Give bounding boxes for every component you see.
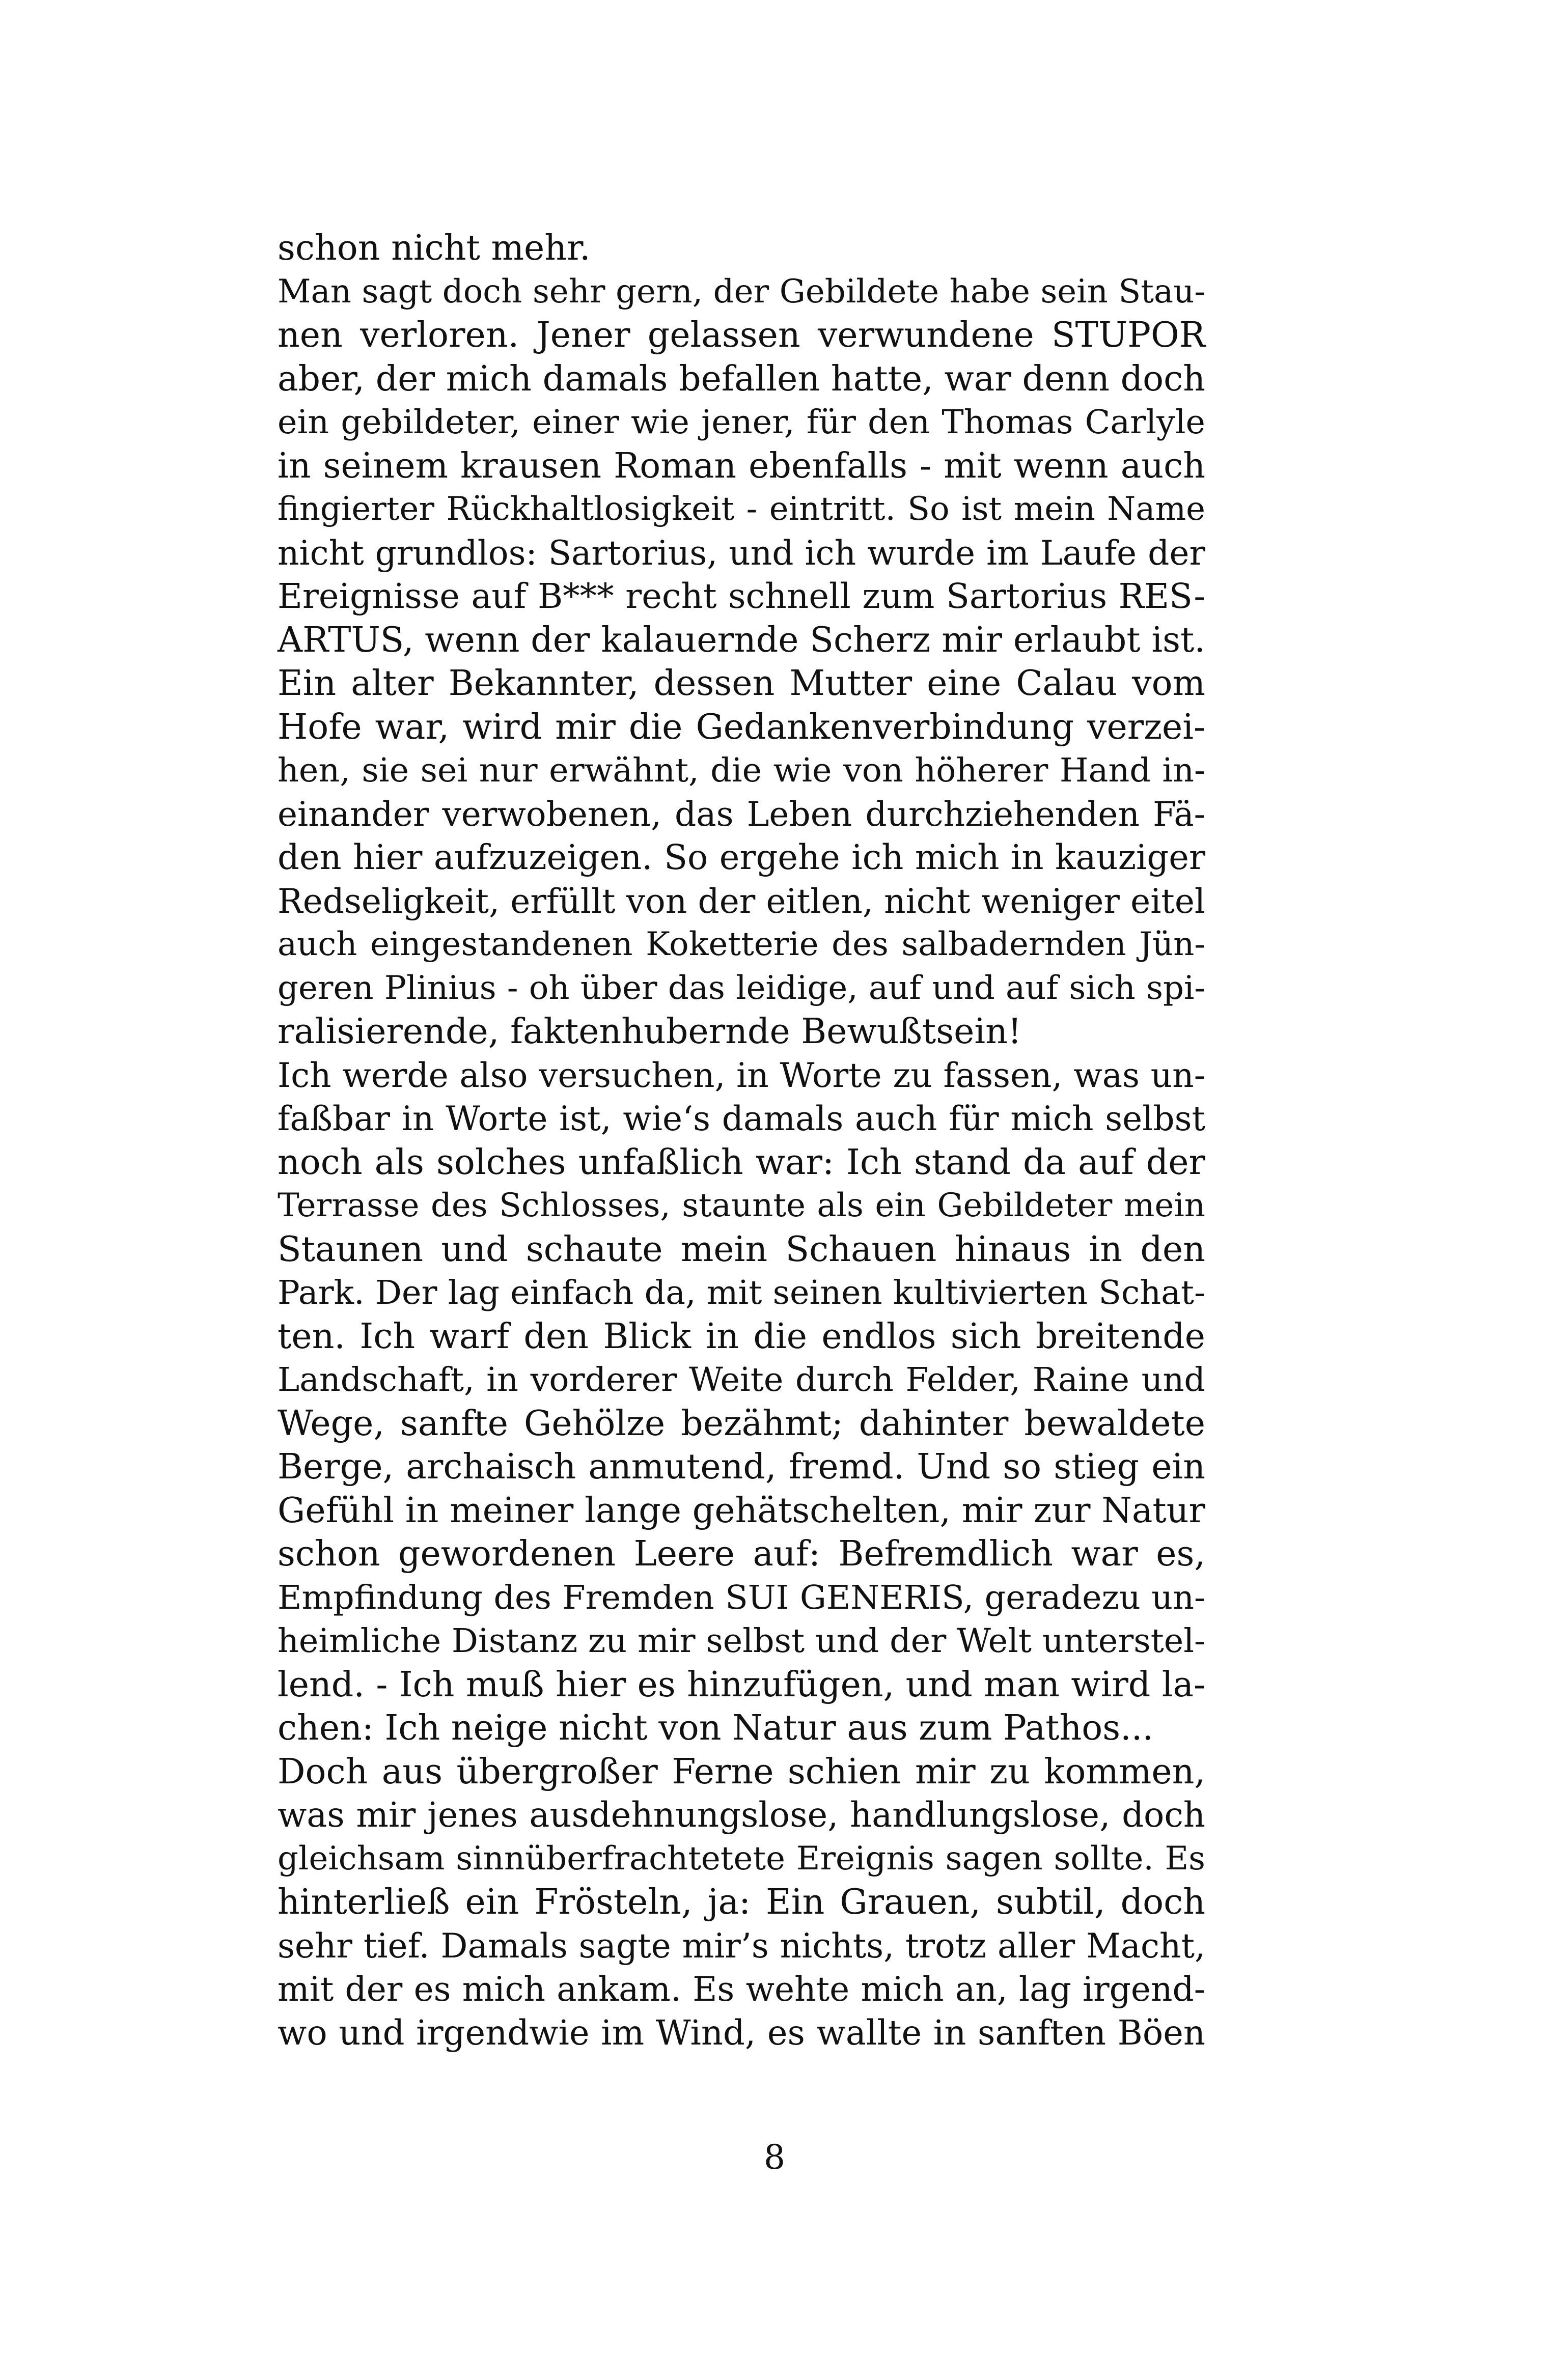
- text-line: ten. Ich warf den Blick in die endlos sich breitende: [278, 1316, 1205, 1357]
- text-line: Man sagt doch sehr gern, der Gebildete habe sein Stau-: [278, 272, 1205, 311]
- text-line: was mir jenes ausdehnungslose, handlungslose, doch: [278, 1795, 1205, 1835]
- text-line: schon gewordenen Leere auf: Befremdlich war es,: [278, 1534, 1205, 1574]
- text-line: nicht grundlos: Sartorius, und ich wurde im Laufe der: [278, 533, 1205, 573]
- text-line: in seinem krausen Roman ebenfalls - mit wenn auch: [278, 445, 1205, 486]
- text-line: noch als solches unfaßlich war: Ich stand da auf der: [278, 1142, 1205, 1183]
- text-line: Doch aus übergroßer Ferne schien mir zu kommen,: [278, 1751, 1205, 1792]
- text-line: schon nicht mehr.: [278, 228, 591, 268]
- text-line: Ich werde also versuchen, in Worte zu fassen, was un-: [278, 1055, 1205, 1095]
- text-line: lend. - Ich muß hier es hinzufügen, und man wird la-: [278, 1664, 1205, 1705]
- text-line: Park. Der lag einfach da, mit seinen kultivierten Schat-: [278, 1274, 1205, 1312]
- text-line: hinterließ ein Frösteln, ja: Ein Grauen, subtil, doch: [278, 1882, 1205, 1922]
- text-line: faßbar in Worte ist, wie‘s damals auch für mich selbst: [278, 1099, 1205, 1138]
- text-line: Berge, archaisch anmutend, fremd. Und so stieg ein: [278, 1447, 1205, 1487]
- text-line: hen, sie sei nur erwähnt, die wie von höherer Hand in-: [278, 751, 1205, 790]
- text-line: Ein alter Bekannter, dessen Mutter eine Calau vom: [278, 663, 1205, 704]
- text-line: geren Plinius - oh über das leidige, auf und auf sich spi-: [278, 969, 1205, 1007]
- text-line: chen: Ich neige nicht von Natur aus zum Pathos...: [278, 1708, 1153, 1748]
- text-line: fingierter Rückhaltlosigkeit - eintritt. So ist mein Name: [278, 490, 1205, 528]
- text-line: Gefühl in meiner lange gehätschelten, mir zur Natur: [278, 1490, 1205, 1531]
- text-line: Staunen und schaute mein Schauen hinaus in den: [278, 1229, 1205, 1270]
- text-line: heimliche Distanz zu mir selbst und der Welt unterstel-: [278, 1622, 1205, 1660]
- text-line: gleichsam sinnüberfrachtetete Ereignis sagen sollte. Es: [278, 1839, 1205, 1878]
- page-number: 8: [764, 2138, 785, 2177]
- text-line: aber, der mich damals befallen hatte, war denn doch: [278, 358, 1205, 399]
- text-line: Empfindung des Fremden SUI GENERIS, geradezu un-: [278, 1578, 1205, 1617]
- text-line: den hier aufzuzeigen. So ergehe ich mich in kauziger: [278, 837, 1205, 877]
- body-text: [278, 227, 1205, 2055]
- text-line: Wege, sanfte Gehölze bezähmt; dahinter bewaldete: [278, 1403, 1205, 1444]
- text-line: sehr tief. Damals sagte mir’s nichts, trotz aller Macht,: [278, 1926, 1205, 1966]
- text-line: auch eingestandenen Koketterie des salbadernden Jün-: [278, 926, 1205, 963]
- text-line: Redseligkeit, erfüllt von der eitlen, nicht weniger eitel: [278, 881, 1205, 921]
- text-line: einander verwobenen, das Leben durchziehenden Fä-: [278, 794, 1205, 834]
- text-line: nen verloren. Jener gelassen verwundene STUPOR: [278, 315, 1205, 355]
- text-line: Terrasse des Schlosses, staunte als ein Gebildeter mein: [278, 1187, 1205, 1224]
- text-line: ralisierende, faktenhubernde Bewußtsein!: [278, 1012, 1022, 1052]
- text-line: wo und irgendwie im Wind, es wallte in sanften Böen: [278, 2012, 1205, 2053]
- text-line: ARTUS, wenn der kalauernde Scherz mir erlaubt ist.: [278, 620, 1205, 660]
- text-line: Ereignisse auf B*** recht schnell zum Sartorius RES-: [278, 576, 1205, 616]
- text-line: Hofe war, wird mir die Gedankenverbindung verzei-: [278, 707, 1205, 747]
- text-line: mit der es mich ankam. Es wehte mich an, lag irgend-: [278, 1970, 1205, 2009]
- text-line: Landschaft, in vorderer Weite durch Felder, Raine und: [278, 1361, 1205, 1399]
- text-line: ein gebildeter, einer wie jener, für den Thomas Carlyle: [278, 403, 1205, 441]
